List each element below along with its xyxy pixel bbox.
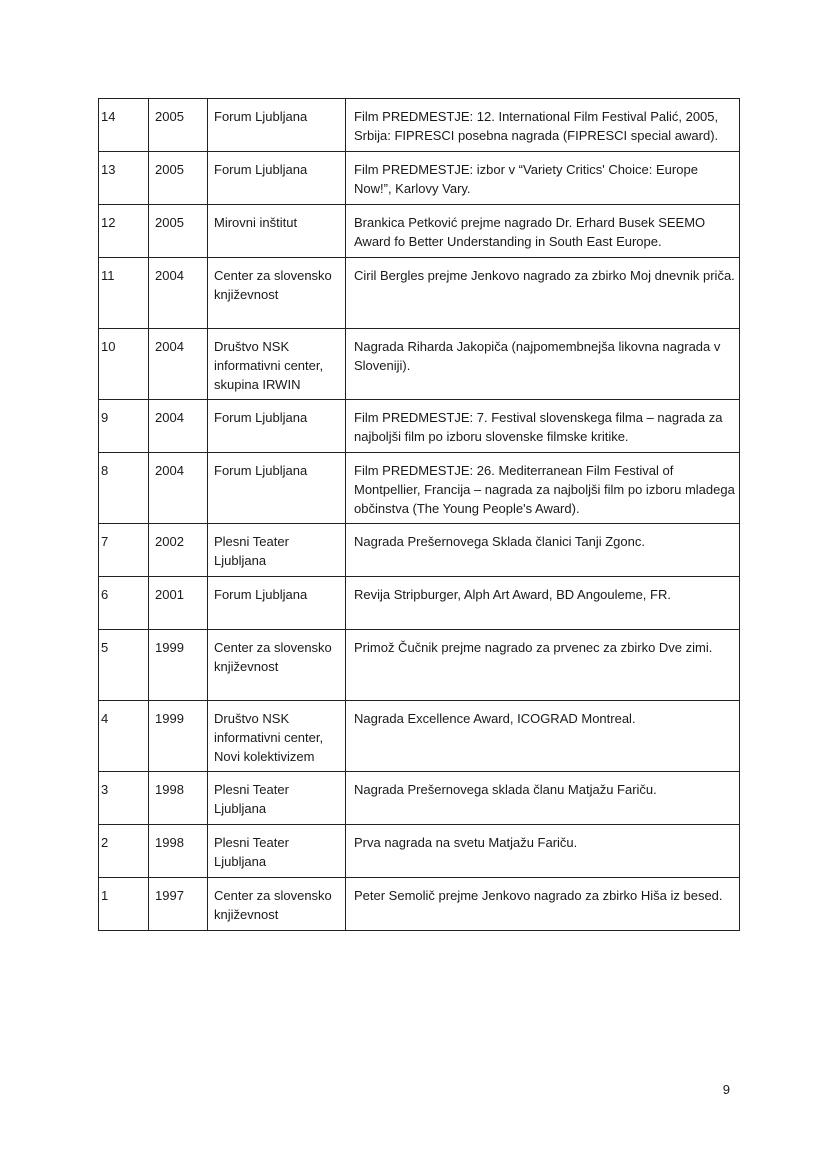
row-number-cell: 13 [99, 152, 149, 205]
organization-cell: Forum Ljubljana [208, 577, 346, 630]
organization-cell: Plesni Teater Ljubljana [208, 825, 346, 878]
award-description-cell: Nagrada Excellence Award, ICOGRAD Montreal. [346, 701, 740, 772]
year-cell: 1999 [149, 701, 208, 772]
year-cell: 1999 [149, 630, 208, 701]
table-row [99, 453, 740, 524]
row-number-cell: 7 [99, 524, 149, 577]
row-number-cell: 3 [99, 772, 149, 825]
row-number-cell: 1 [99, 878, 149, 931]
year-cell: 2002 [149, 524, 208, 577]
table-row [99, 577, 740, 630]
row-number-cell: 12 [99, 205, 149, 258]
award-description-cell: Peter Semolič prejme Jenkovo nagrado za zbirko Hiša iz besed. [346, 878, 740, 931]
year-cell: 1997 [149, 878, 208, 931]
table-row [99, 329, 740, 400]
row-number-cell: 5 [99, 630, 149, 701]
table-row [99, 772, 740, 825]
organization-cell: Forum Ljubljana [208, 152, 346, 205]
table-row [99, 701, 740, 772]
table-row [99, 630, 740, 701]
organization-cell: Mirovni inštitut [208, 205, 346, 258]
row-number-cell: 11 [99, 258, 149, 329]
award-description-cell: Film PREDMESTJE: 7. Festival slovenskega filma – nagrada za najboljši film po izboru slovenske filmske kritike. [346, 400, 740, 453]
organization-cell: Plesni Teater Ljubljana [208, 524, 346, 577]
row-number-cell: 9 [99, 400, 149, 453]
row-number-cell: 2 [99, 825, 149, 878]
year-cell: 2005 [149, 152, 208, 205]
table-row [99, 524, 740, 577]
table-row [99, 258, 740, 329]
year-cell: 2001 [149, 577, 208, 630]
table-row [99, 99, 740, 152]
organization-cell: Center za slovensko književnost [208, 878, 346, 931]
award-description-cell: Revija Stripburger, Alph Art Award, BD Angouleme, FR. [346, 577, 740, 630]
award-description-cell: Film PREDMESTJE: 12. International Film Festival Palić, 2005, Srbija: FIPRESCI posebna nagrada (FIPRESCI special award). [346, 99, 740, 152]
award-description-cell: Nagrada Prešernovega Sklada članici Tanji Zgonc. [346, 524, 740, 577]
organization-cell: Društvo NSK informativni center, skupina IRWIN [208, 329, 346, 400]
year-cell: 2004 [149, 453, 208, 524]
year-cell: 2004 [149, 329, 208, 400]
table-row [99, 400, 740, 453]
organization-cell: Plesni Teater Ljubljana [208, 772, 346, 825]
award-description-cell: Ciril Bergles prejme Jenkovo nagrado za zbirko Moj dnevnik priča. [346, 258, 740, 329]
award-description-cell: Prva nagrada na svetu Matjažu Fariču. [346, 825, 740, 878]
row-number-cell: 14 [99, 99, 149, 152]
award-description-cell: Nagrada Prešernovega sklada članu Matjažu Fariču. [346, 772, 740, 825]
organization-cell: Forum Ljubljana [208, 400, 346, 453]
year-cell: 1998 [149, 772, 208, 825]
organization-cell: Društvo NSK informativni center, Novi kolektivizem [208, 701, 346, 772]
page-number: 9 [722, 1082, 730, 1097]
row-number-cell: 8 [99, 453, 149, 524]
row-number-cell: 6 [99, 577, 149, 630]
organization-cell: Forum Ljubljana [208, 99, 346, 152]
year-cell: 2005 [149, 99, 208, 152]
year-cell: 2004 [149, 258, 208, 329]
year-cell: 1998 [149, 825, 208, 878]
organization-cell: Forum Ljubljana [208, 453, 346, 524]
table-row [99, 825, 740, 878]
organization-cell: Center za slovensko književnost [208, 630, 346, 701]
awards-table-body [99, 99, 740, 931]
row-number-cell: 4 [99, 701, 149, 772]
awards-table [98, 98, 740, 931]
table-row [99, 205, 740, 258]
award-description-cell: Nagrada Riharda Jakopiča (najpomembnejša likovna nagrada v Sloveniji). [346, 329, 740, 400]
row-number-cell: 10 [99, 329, 149, 400]
organization-cell: Center za slovensko književnost [208, 258, 346, 329]
year-cell: 2004 [149, 400, 208, 453]
table-row [99, 152, 740, 205]
award-description-cell: Film PREDMESTJE: izbor v “Variety Critics' Choice: Europe Now!”, Karlovy Vary. [346, 152, 740, 205]
year-cell: 2005 [149, 205, 208, 258]
award-description-cell: Brankica Petković prejme nagrado Dr. Erhard Busek SEEMO Award fo Better Understanding in South East Europe. [346, 205, 740, 258]
table-row [99, 878, 740, 931]
award-description-cell: Primož Čučnik prejme nagrado za prvenec za zbirko Dve zimi. [346, 630, 740, 701]
award-description-cell: Film PREDMESTJE: 26. Mediterranean Film Festival of Montpellier, Francija – nagrada za najboljši film po izboru mladega občinstva (The Young People's Award). [346, 453, 740, 524]
